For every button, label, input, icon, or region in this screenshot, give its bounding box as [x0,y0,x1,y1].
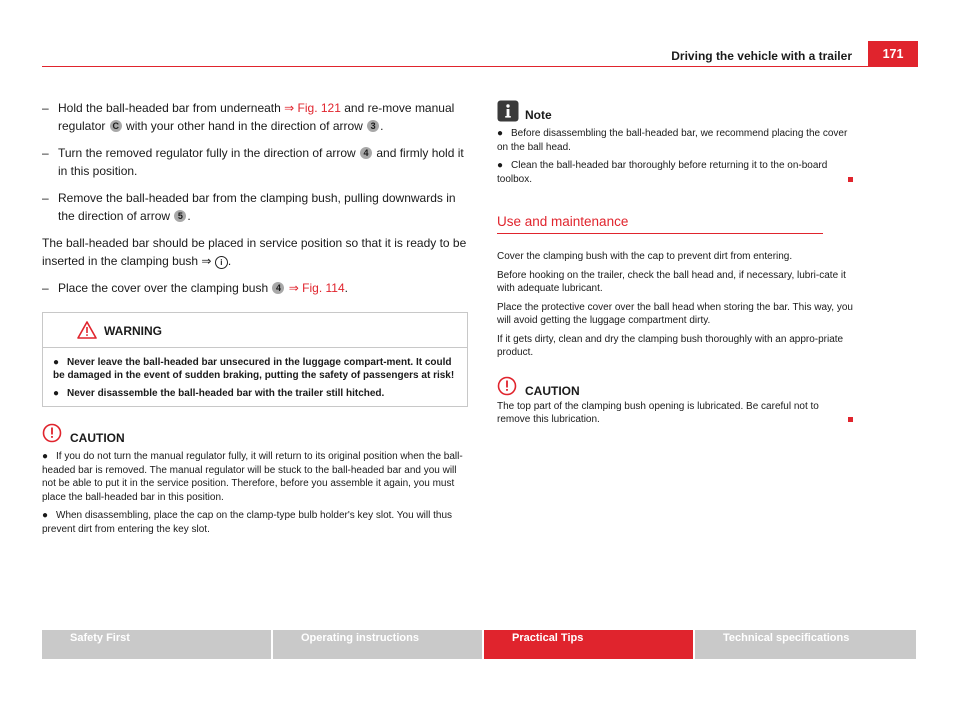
warning-text: Never leave the ball-headed bar unsecured in the luggage compart-ment. It could be damaged in the event of sudden braking, putting the safety of passengers at risk! [53,356,455,381]
warning-body [43,348,467,407]
step-text: . [187,208,191,223]
note-bullet [497,159,853,186]
warning-triangle-icon [77,321,97,339]
callout-badge: 5 [174,210,186,222]
bullet-mark: ● [42,451,49,462]
figure-link[interactable]: ⇒ Fig. 121 [284,101,341,115]
step-dash: – [42,281,49,295]
tab-practical-tips[interactable]: Practical Tips [484,630,693,659]
page-number: 171 [868,41,918,67]
warning-box [42,312,468,408]
end-of-section-marker [848,417,853,422]
caution-header [497,376,853,400]
footer-section-tabs [42,630,918,659]
note-title: Note [525,108,552,122]
step-dash: – [42,191,49,205]
warning-header [43,313,467,348]
step-text: Turn the removed regulator fully in the direction of arrow [58,146,360,160]
step-text: and firmly hold it in this position. [58,146,464,178]
section-heading: Use and maintenance [497,214,823,234]
step-text: . [344,281,348,295]
bullet-mark: ● [42,510,49,521]
warning-title: WARNING [104,323,162,338]
warning-bullet [53,356,457,383]
caution-bullet [42,450,468,504]
header-divider [42,66,918,67]
caution-exclamation-icon [497,376,517,396]
note-text: Before disassembling the ball-headed bar, we recommend placing the cover on the ball head. [497,128,848,153]
note-bullet [497,127,853,154]
note-text: Clean the ball-headed bar thoroughly before returning it to the on-board toolbox. [497,160,828,185]
caution-title: CAUTION [525,383,580,398]
body-paragraph: Place the protective cover over the ball head when storing the bar. This way, you will avoid getting the luggage compartment dirty. [497,301,853,326]
caution-exclamation-icon [42,423,62,443]
warning-bullet [53,387,457,401]
bullet-mark: ● [53,356,60,368]
caution-text-body: The top part of the clamping bush opening is lubricated. Be careful not to remove this lubrication. [497,400,819,425]
tab-technical-specifications[interactable]: Technical specifications [695,630,916,659]
note-info-icon [497,100,519,122]
info-symbol-icon: i [215,256,228,269]
body-paragraph: If it gets dirty, clean and dry the clamping bush thoroughly with an appro-priate product. [497,333,844,358]
end-of-section-marker [848,177,853,182]
bullet-mark: ● [53,387,60,399]
tab-safety-first[interactable]: Safety First [42,630,271,659]
caution-text [497,400,853,427]
callout-badge: 4 [360,147,372,159]
step-text: . [380,118,384,133]
instruction-step [42,100,468,135]
callout-badge: 3 [367,120,379,132]
step-text: with your other hand in the direction of arrow [122,118,367,133]
body-paragraph: Cover the clamping bush with the cap to prevent dirt from entering. [497,251,793,262]
step-text: Place the cover over the clamping bush [58,281,272,295]
callout-badge: C [110,120,122,132]
warning-text: Never disassemble the ball-headed bar with the trailer still hitched. [67,387,385,399]
paragraph-text: . [227,253,232,268]
caution-text: If you do not turn the manual regulator fully, it will return to its original position when the ball-headed bar is removed. The manual regulator will be stuck to the ball-headed bar and you will not be able to put it in the service position. Therefore, before you assemble it again, you must place the ball-headed bar in this position. [42,451,463,503]
caution-header [42,423,468,447]
instruction-step [42,145,468,180]
figure-link[interactable]: ⇒ Fig. 114 [288,281,345,295]
right-column [497,100,853,432]
step-dash: – [42,101,49,115]
bullet-mark: ● [497,128,504,139]
step-text: Remove the ball-headed bar from the clamping bush, pulling downwards in the direction of arrow [58,191,456,223]
step-text: and re-move manual regulator [58,101,455,133]
caution-text: When disassembling, place the cap on the clamp-type bulb holder's key slot. You will thus prevent dirt from entering the key slot. [42,510,453,535]
step-dash: – [42,146,49,160]
instruction-step [42,190,468,225]
callout-badge: 4 [272,282,284,294]
running-header-title: Driving the vehicle with a trailer [671,49,852,63]
body-paragraph: Before hooking on the trailer, check the ball head and, if necessary, lubri-cate it with adequate lubricant. [497,269,846,294]
body-paragraph [42,235,468,270]
caution-title: CAUTION [70,431,125,445]
step-text: Hold the ball-headed bar from underneath [58,101,285,115]
bullet-mark: ● [497,160,504,171]
instruction-step [42,280,468,298]
left-column [42,100,468,541]
caution-bullet [42,509,468,536]
paragraph-text: The ball-headed bar should be placed in service position so that it is ready to be inserted in the clamping bush ⇒ [42,236,467,268]
note-header [497,100,853,124]
tab-operating-instructions[interactable]: Operating instructions [273,630,482,659]
